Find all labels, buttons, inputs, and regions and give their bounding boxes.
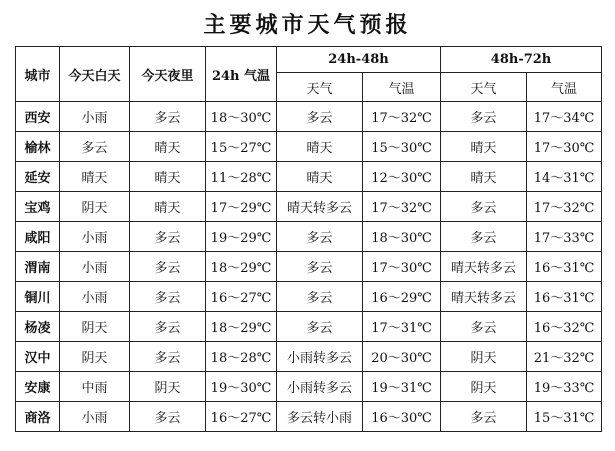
header-today-night: 今天夜里 <box>130 47 206 102</box>
temp-48-cell: 17～30℃ <box>363 252 441 282</box>
weather-72-cell: 多云 <box>441 222 527 252</box>
table-row <box>16 402 602 432</box>
temp-72-cell: 15～31℃ <box>527 402 602 432</box>
today-night-cell: 多云 <box>130 402 206 432</box>
temp-48-cell: 18～30℃ <box>363 222 441 252</box>
city-cell: 延安 <box>16 162 60 192</box>
temp-72-cell: 14～31℃ <box>527 162 602 192</box>
today-day-cell: 阴天 <box>60 312 130 342</box>
temp-48-cell: 17～32℃ <box>363 102 441 132</box>
today-night-cell: 多云 <box>130 102 206 132</box>
city-cell: 安康 <box>16 372 60 402</box>
weather-48-cell: 晴天 <box>277 162 363 192</box>
header-city: 城市 <box>16 47 60 102</box>
weather-72-cell: 晴天转多云 <box>441 282 527 312</box>
today-temp-cell: 15～27℃ <box>206 132 277 162</box>
weather-72-cell: 多云 <box>441 102 527 132</box>
city-cell: 宝鸡 <box>16 192 60 222</box>
today-day-cell: 晴天 <box>60 162 130 192</box>
city-cell: 杨凌 <box>16 312 60 342</box>
weather-48-cell: 多云转小雨 <box>277 402 363 432</box>
weather-48-cell: 多云 <box>277 252 363 282</box>
weather-48-cell: 多云 <box>277 312 363 342</box>
table-row <box>16 132 602 162</box>
today-day-cell: 多云 <box>60 132 130 162</box>
temp-72-cell: 16～31℃ <box>527 282 602 312</box>
header-weather-72: 天气 <box>441 73 527 102</box>
table-row <box>16 342 602 372</box>
table-row <box>16 192 602 222</box>
weather-72-cell: 晴天转多云 <box>441 252 527 282</box>
today-temp-cell: 11～28℃ <box>206 162 277 192</box>
weather-48-cell: 多云 <box>277 102 363 132</box>
weather-48-cell: 晴天转多云 <box>277 192 363 222</box>
header-today-day: 今天白天 <box>60 47 130 102</box>
today-temp-cell: 18～29℃ <box>206 252 277 282</box>
today-temp-cell: 17～29℃ <box>206 192 277 222</box>
temp-48-cell: 12～30℃ <box>363 162 441 192</box>
weather-72-cell: 多云 <box>441 402 527 432</box>
header-period-48-72: 48h-72h <box>441 47 602 73</box>
temp-48-cell: 17～32℃ <box>363 192 441 222</box>
temp-72-cell: 16～31℃ <box>527 252 602 282</box>
weather-48-cell: 多云 <box>277 222 363 252</box>
temp-72-cell: 17～32℃ <box>527 192 602 222</box>
today-night-cell: 阴天 <box>130 372 206 402</box>
today-night-cell: 晴天 <box>130 162 206 192</box>
weather-48-cell: 多云 <box>277 282 363 312</box>
temp-72-cell: 17～34℃ <box>527 102 602 132</box>
city-cell: 汉中 <box>16 342 60 372</box>
table-row <box>16 372 602 402</box>
weather-48-cell: 小雨转多云 <box>277 342 363 372</box>
table-row <box>16 252 602 282</box>
header-period-24-48: 24h-48h <box>277 47 441 73</box>
today-temp-cell: 18～29℃ <box>206 312 277 342</box>
weather-48-cell: 晴天 <box>277 132 363 162</box>
today-day-cell: 小雨 <box>60 102 130 132</box>
city-cell: 商洛 <box>16 402 60 432</box>
today-day-cell: 阴天 <box>60 342 130 372</box>
header-today-temp: 24h 气温 <box>206 47 277 102</box>
today-night-cell: 晴天 <box>130 192 206 222</box>
temp-48-cell: 16～30℃ <box>363 402 441 432</box>
today-day-cell: 中雨 <box>60 372 130 402</box>
table-row <box>16 222 602 252</box>
header-weather-48: 天气 <box>277 73 363 102</box>
forecast-table <box>15 46 602 432</box>
today-day-cell: 小雨 <box>60 402 130 432</box>
today-temp-cell: 19～29℃ <box>206 222 277 252</box>
temp-48-cell: 15～30℃ <box>363 132 441 162</box>
today-temp-cell: 19～30℃ <box>206 372 277 402</box>
today-day-cell: 小雨 <box>60 282 130 312</box>
weather-72-cell: 晴天 <box>441 132 527 162</box>
city-cell: 铜川 <box>16 282 60 312</box>
today-temp-cell: 16～27℃ <box>206 282 277 312</box>
today-night-cell: 多云 <box>130 282 206 312</box>
today-day-cell: 小雨 <box>60 222 130 252</box>
today-night-cell: 多云 <box>130 252 206 282</box>
today-temp-cell: 18～30℃ <box>206 102 277 132</box>
header-temp-48: 气温 <box>363 73 441 102</box>
today-night-cell: 晴天 <box>130 132 206 162</box>
temp-72-cell: 21～32℃ <box>527 342 602 372</box>
temp-48-cell: 20～30℃ <box>363 342 441 372</box>
city-cell: 咸阳 <box>16 222 60 252</box>
temp-48-cell: 19～31℃ <box>363 372 441 402</box>
today-night-cell: 多云 <box>130 342 206 372</box>
temp-48-cell: 16～29℃ <box>363 282 441 312</box>
table-row <box>16 282 602 312</box>
today-night-cell: 多云 <box>130 222 206 252</box>
temp-72-cell: 19～33℃ <box>527 372 602 402</box>
page-title: 主要城市天气预报 <box>203 12 412 38</box>
header-temp-72: 气温 <box>527 73 602 102</box>
city-cell: 榆林 <box>16 132 60 162</box>
weather-72-cell: 多云 <box>441 192 527 222</box>
temp-48-cell: 17～31℃ <box>363 312 441 342</box>
table-row <box>16 102 602 132</box>
temp-72-cell: 16～32℃ <box>527 312 602 342</box>
table-row <box>16 312 602 342</box>
weather-72-cell: 阴天 <box>441 372 527 402</box>
today-temp-cell: 16～27℃ <box>206 402 277 432</box>
today-day-cell: 阴天 <box>60 192 130 222</box>
weather-72-cell: 多云 <box>441 312 527 342</box>
temp-72-cell: 17～30℃ <box>527 132 602 162</box>
weather-48-cell: 小雨转多云 <box>277 372 363 402</box>
today-day-cell: 小雨 <box>60 252 130 282</box>
today-temp-cell: 18～28℃ <box>206 342 277 372</box>
city-cell: 渭南 <box>16 252 60 282</box>
today-night-cell: 多云 <box>130 312 206 342</box>
header-row <box>16 47 602 73</box>
weather-72-cell: 阴天 <box>441 342 527 372</box>
weather-72-cell: 晴天 <box>441 162 527 192</box>
table-row <box>16 162 602 192</box>
city-cell: 西安 <box>16 102 60 132</box>
temp-72-cell: 17～33℃ <box>527 222 602 252</box>
